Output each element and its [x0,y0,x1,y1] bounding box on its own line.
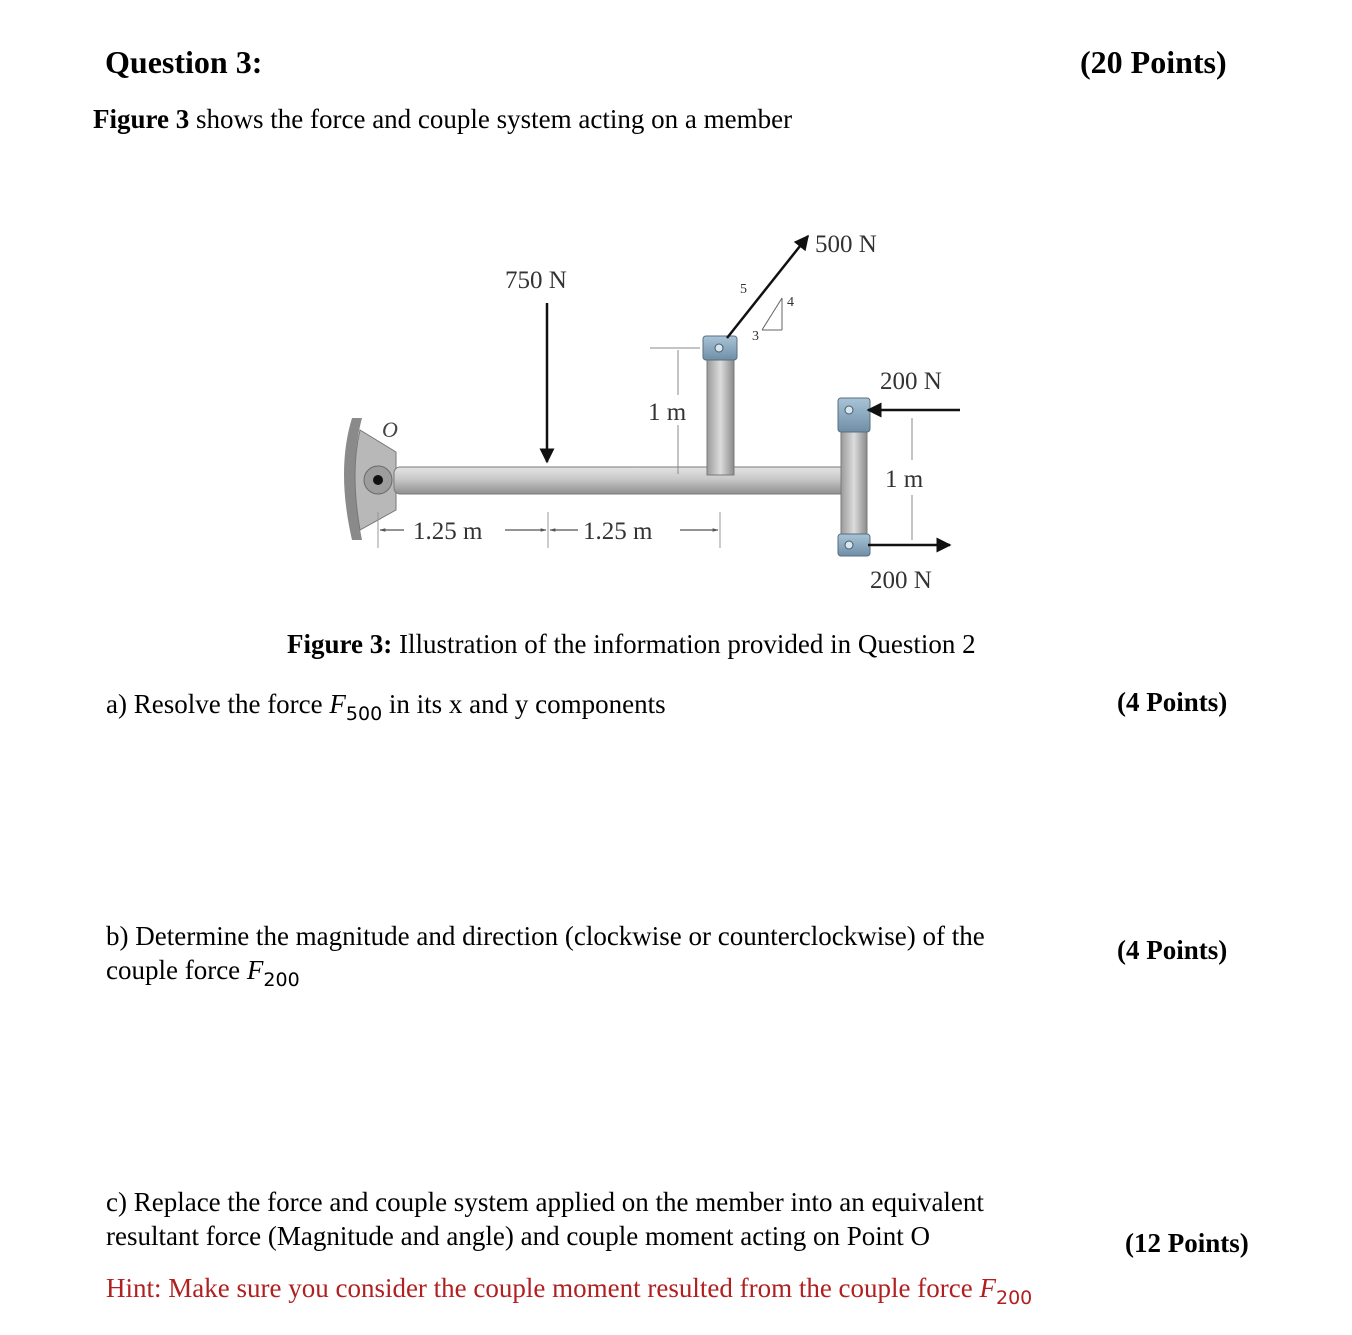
slope-5-label: 5 [740,282,747,297]
part-a-before: a) Resolve the force [106,689,330,719]
vertical-post-left [707,355,734,475]
hint-before: Hint: Make sure you consider the couple moment resulted from the couple force [106,1273,980,1303]
part-b-sub: 200 [263,969,300,991]
intro-figure-ref: Figure 3 [93,104,190,134]
part-a-points: (4 Points) [1117,687,1228,717]
part-a-var: F [329,689,346,719]
slope-4-label: 4 [787,295,794,310]
dim-125-first-label: 1.25 m [413,518,483,545]
caption-text: Illustration of the information provided in Question 2 [392,629,976,659]
post-cap-bottom-right [838,534,870,556]
part-a-text [106,687,666,731]
hint-sub: 200 [995,1287,1033,1309]
part-a-sub: 500 [345,703,383,725]
point-o-label: O [382,417,398,442]
hint-var: F [979,1273,996,1303]
dim-1m-left-label: 1 m [648,399,687,426]
question-title: Question 3: [105,44,263,80]
part-c-line1: c) Replace the force and couple system applied on the member into an equivalent [106,1187,984,1217]
part-c-points: (12 Points) [1125,1228,1249,1258]
vertical-post-right [841,432,867,544]
dim-1m-right-label: 1 m [885,466,924,493]
part-c-hint [106,1271,1032,1315]
figure-3-diagram [0,0,1352,620]
intro-text: shows the force and couple system acting on a member [189,104,793,134]
post-cap-top-right [838,398,870,432]
figure-caption [287,629,976,660]
question-total-points: (20 Points) [1080,44,1227,80]
part-b-line1: b) Determine the magnitude and direction (clockwise or counterclockwise) of the [106,921,985,951]
part-b-text [106,919,985,997]
force-500-label: 500 N [815,231,877,258]
part-b-points: (4 Points) [1117,935,1228,965]
force-200-bottom-label: 200 N [870,567,932,594]
force-200-top-label: 200 N [880,368,942,395]
dim-125-second-label: 1.25 m [583,518,653,545]
part-b-line2 [106,953,985,997]
part-b-line2-before: couple force [106,955,247,985]
force-750-label: 750 N [505,267,567,294]
slope-triangle [762,298,782,330]
main-bar [394,467,854,494]
part-c-text [106,1185,984,1253]
part-c-line2: resultant force (Magnitude and angle) and couple moment acting on Point O [106,1221,931,1251]
part-a-after: in its x and y components [382,689,666,719]
slope-3-label: 3 [752,329,759,344]
part-b-var: F [246,955,264,985]
caption-figure-ref: Figure 3: [287,629,393,659]
